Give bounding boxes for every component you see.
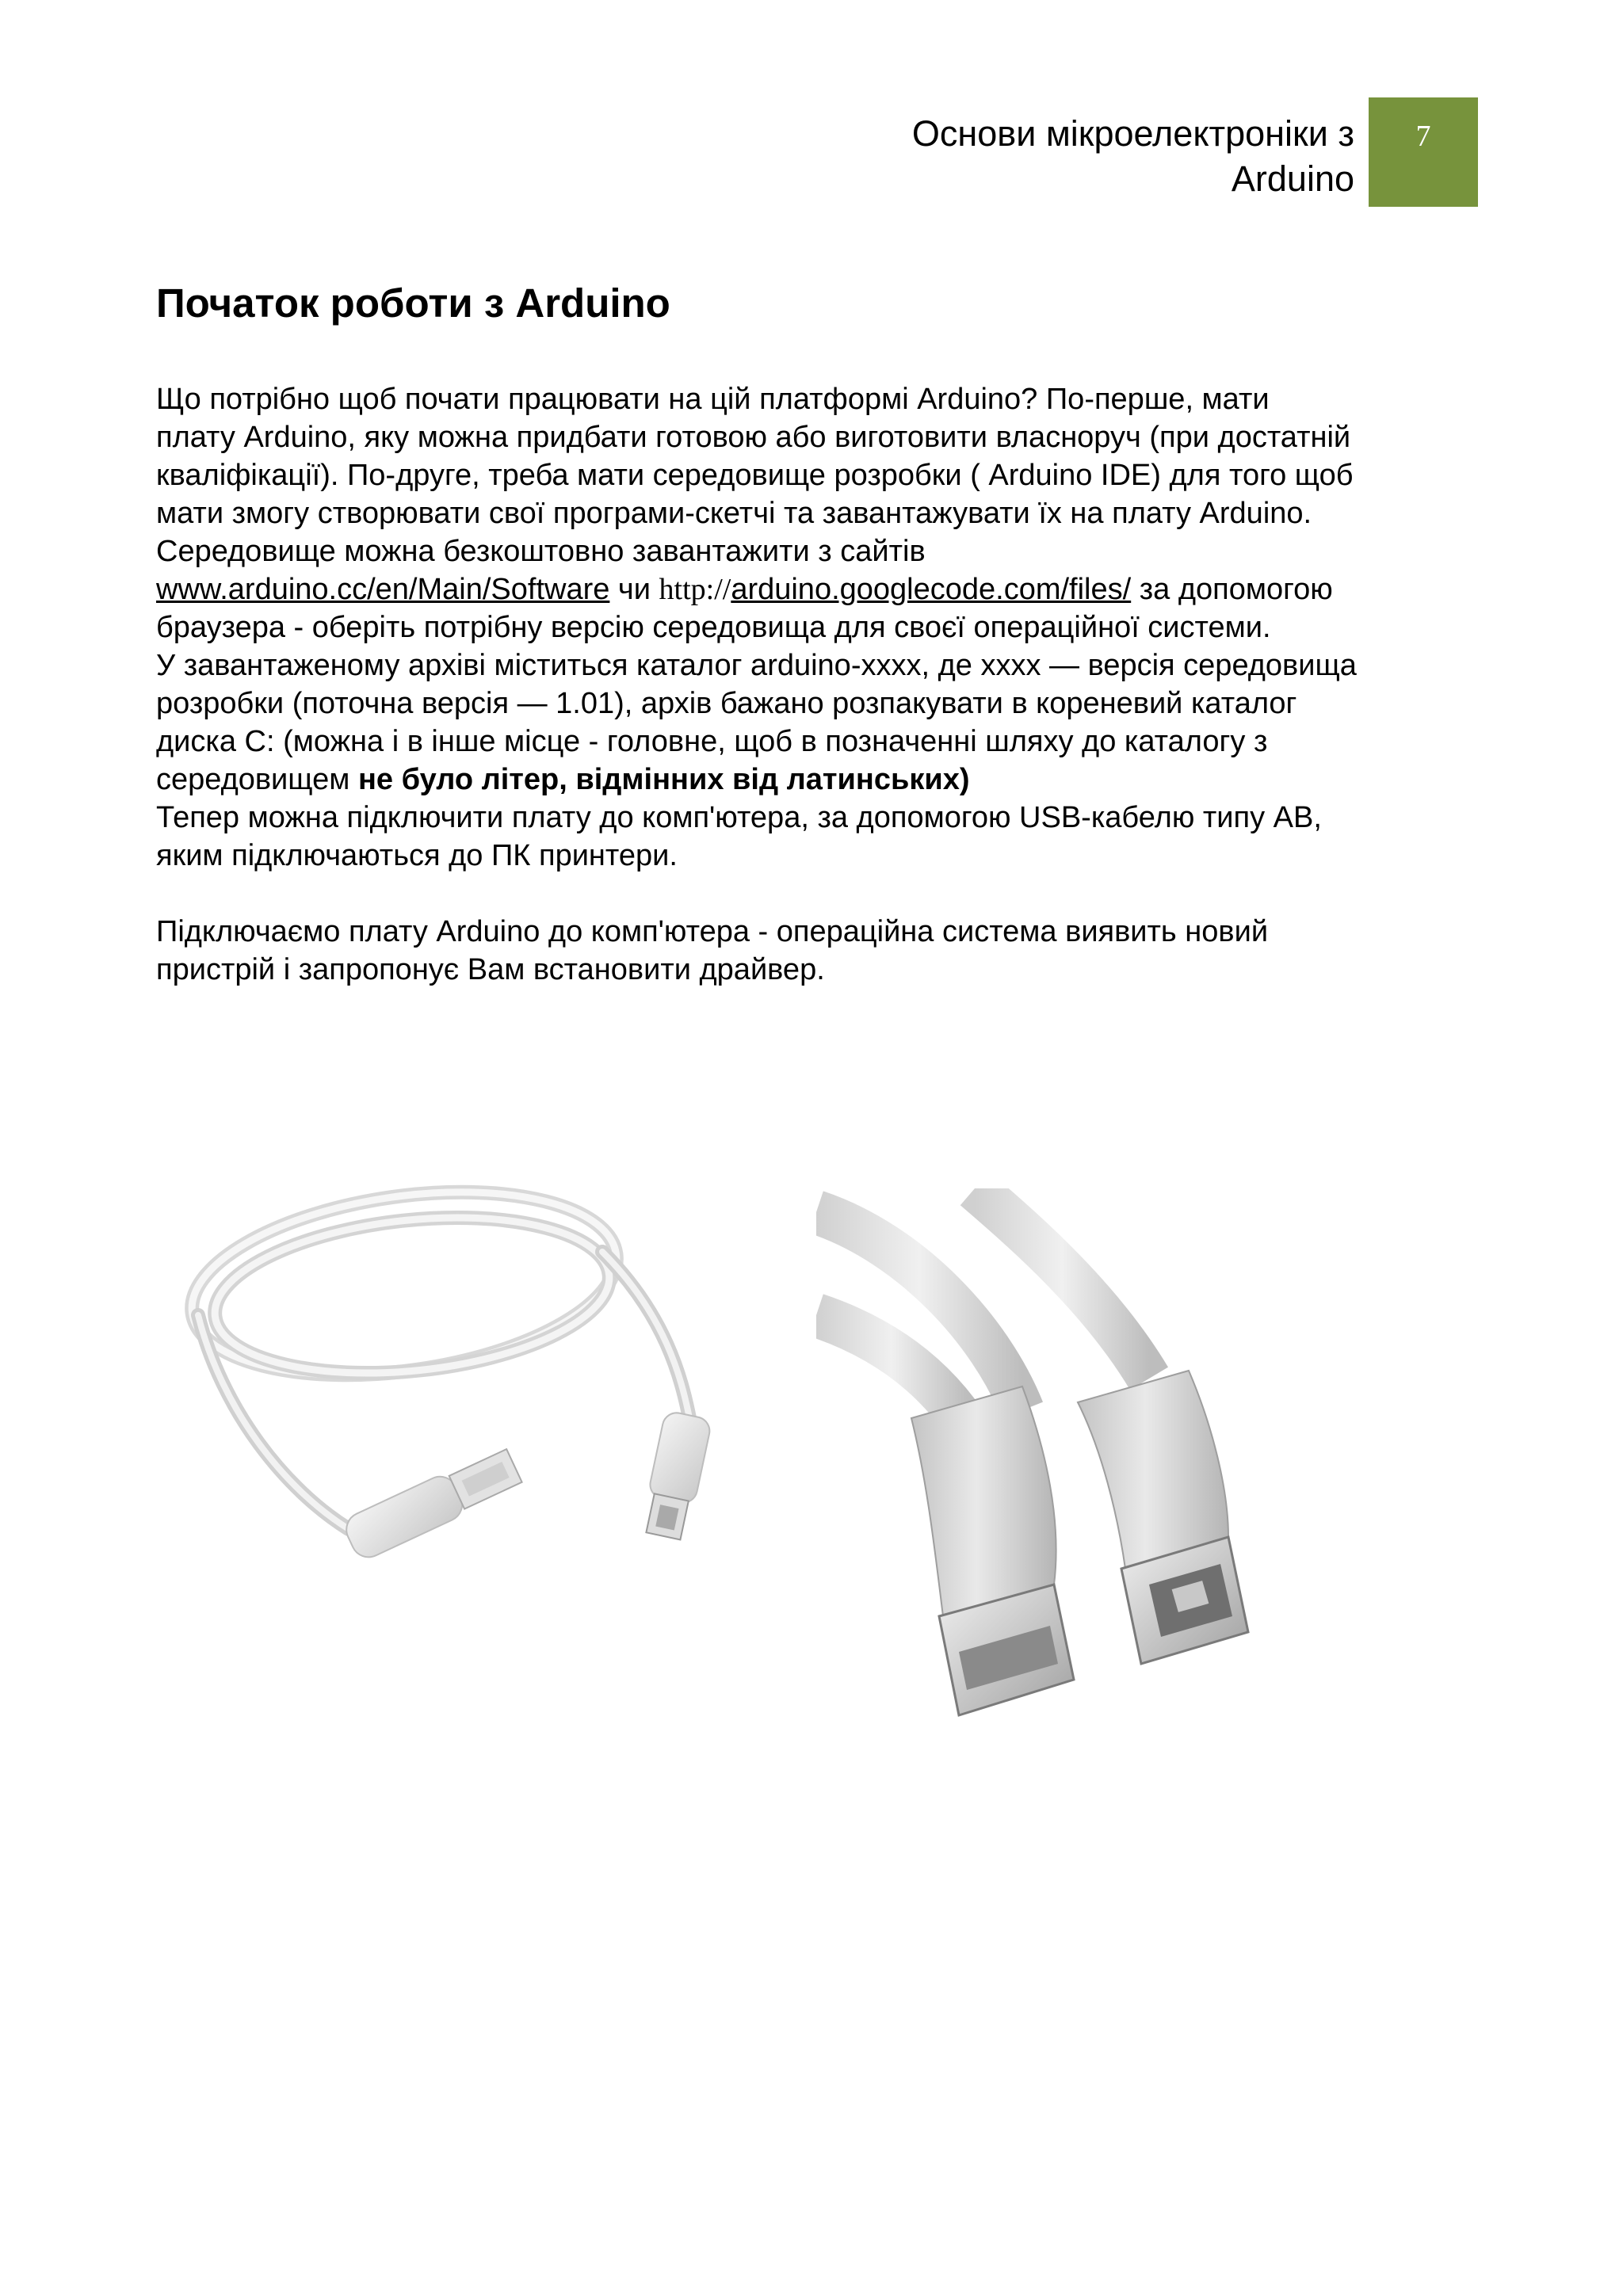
- body-paragraph-1: [156, 380, 1503, 875]
- body-text-end: Тепер можна підключити плату до комп'ютера, за допомогою USB-кабелю типу AB, яким підключаються до ПК принтери.: [156, 801, 1322, 872]
- link-googlecode-files[interactable]: arduino.googlecode.com/files/: [731, 573, 1132, 606]
- body-paragraph-2: Підключаємо плату Arduino до комп'ютера - операційна система виявить новий пристрій і запропонує Вам встановити драйвер.: [156, 915, 1269, 986]
- link-http-prefix: http://: [659, 573, 731, 606]
- body-text-bold: не було літер, відмінних від латинських): [357, 763, 970, 796]
- page-number-badge: [1369, 97, 1478, 207]
- body-text-or: чи: [609, 573, 659, 606]
- body-text-intro: Що потрібно щоб почати працювати на цій платформі Arduino? По-перше, мати плату Arduino, яку можна придбати готовою або виготовити власноруч (при достатній кваліфікації). По-друге, треба мати середовище розробки ( Arduino IDE) для того щоб мати змогу створювати свої програми-скетчі та завантажувати їх на плату Arduino. Середовище можна безкоштовно завантажити з сайтів: [156, 383, 1354, 568]
- usb-cable-coiled-photo: [174, 1157, 777, 1791]
- running-header: [720, 111, 1354, 201]
- link-arduino-software[interactable]: www.arduino.cc/en/Main/Software: [156, 573, 610, 606]
- header-title-line1: Основи мікроелектроніки з: [911, 113, 1354, 154]
- section-heading: Початок роботи з Arduino: [156, 280, 670, 326]
- header-title-line2: Arduino: [1231, 158, 1354, 199]
- body-text-continued: за допомогою браузера - оберіть потрібну версію середовища для своєї операційної системи. У завантаженому архіві міститься каталог arduino-xxxx, де xxxx — версія середовища розробки (поточна версія — 1.01), архів бажано розпакувати в кореневий каталог диска С: (можна і в інше місце - головне, щоб в позначенні шляху до каталогу з середовищем: [156, 573, 1357, 796]
- page-number: 7: [1415, 120, 1431, 153]
- usb-ab-connectors-closeup-photo: [816, 1188, 1466, 1743]
